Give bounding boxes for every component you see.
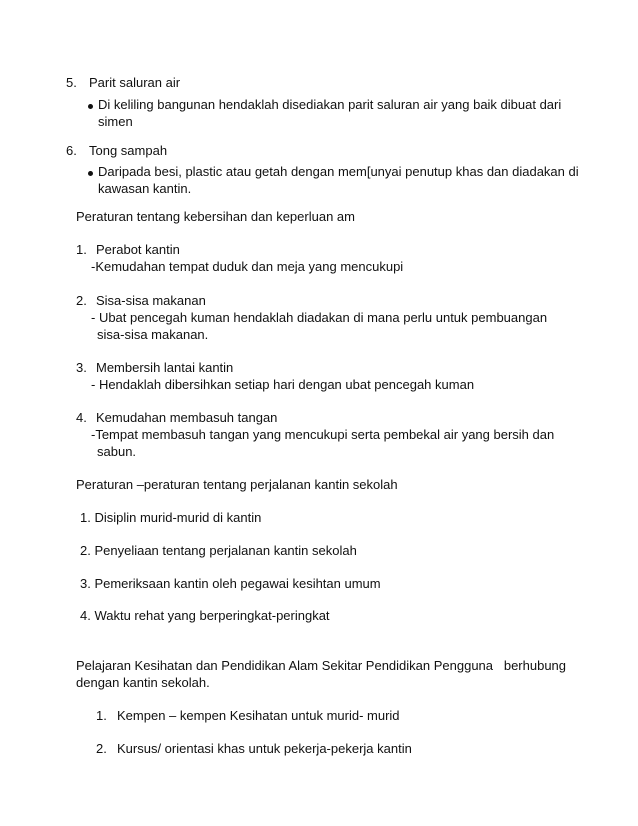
list3-item-2-number: 2. (96, 741, 107, 756)
list1-item-4-title: Kemudahan membasuh tangan (96, 410, 278, 425)
list1-item-3-detail: - Hendaklah dibersihkan setiap hari dengan ubat pencegah kuman (91, 377, 475, 392)
item-6-bullet-line-2: kawasan kantin. (98, 181, 192, 196)
section-heading-pelajaran-line-2: dengan kantin sekolah. (76, 675, 210, 690)
list1-item-3-number: 3. (76, 360, 87, 375)
section-heading-pelajaran-line-1: Pelajaran Kesihatan dan Pendidikan Alam Sekitar Pendidikan Pengguna berhubung (76, 658, 567, 673)
list3-item-1-text: Kempen – kempen Kesihatan untuk murid- murid (117, 708, 400, 723)
item-5-bullet-line-1: Di keliling bangunan hendaklah disediakan parit saluran air yang baik dibuat dari (98, 97, 562, 112)
section-heading-perjalanan: Peraturan –peraturan tentang perjalanan kantin sekolah (76, 477, 398, 492)
list2-item-4: 4. Waktu rehat yang berperingkat-peringkat (80, 608, 330, 623)
list1-item-2-title: Sisa-sisa makanan (96, 293, 206, 308)
list1-item-3-title: Membersih lantai kantin (96, 360, 234, 375)
list1-item-2-number: 2. (76, 293, 87, 308)
item-6-number: 6. (66, 143, 77, 158)
item-5-bullet-line-2: simen (98, 114, 133, 129)
list1-item-4-detail-line-2: sabun. (97, 444, 137, 459)
list3-item-2-text: Kursus/ orientasi khas untuk pekerja-pekerja kantin (117, 741, 412, 756)
list1-item-4-number: 4. (76, 410, 87, 425)
list1-item-1-title: Perabot kantin (96, 242, 180, 257)
item-6-title: Tong sampah (89, 143, 168, 158)
bullet-icon (88, 171, 93, 176)
list2-item-2: 2. Penyeliaan tentang perjalanan kantin sekolah (80, 543, 357, 558)
list1-item-2-detail-line-2: sisa-sisa makanan. (97, 327, 209, 342)
list1-item-2-detail-line-1: - Ubat pencegah kuman hendaklah diadakan di mana perlu untuk pembuangan (91, 310, 548, 325)
list3-item-1-number: 1. (96, 708, 107, 723)
item-5-title: Parit saluran air (89, 75, 181, 90)
bullet-icon (88, 104, 93, 109)
item-6-bullet-line-1: Daripada besi, plastic atau getah dengan mem[unyai penutup khas dan diadakan di (98, 164, 579, 179)
list2-item-1: 1. Disiplin murid-murid di kantin (80, 510, 262, 525)
list1-item-1-number: 1. (76, 242, 87, 257)
section-heading-kebersihan: Peraturan tentang kebersihan dan keperluan am (76, 209, 355, 224)
list2-item-3: 3. Pemeriksaan kantin oleh pegawai kesihtan umum (80, 576, 381, 591)
list1-item-1-detail: -Kemudahan tempat duduk dan meja yang mencukupi (91, 259, 404, 274)
item-5-number: 5. (66, 75, 77, 90)
list1-item-4-detail-line-1: -Tempat membasuh tangan yang mencukupi serta pembekal air yang bersih dan (91, 427, 555, 442)
